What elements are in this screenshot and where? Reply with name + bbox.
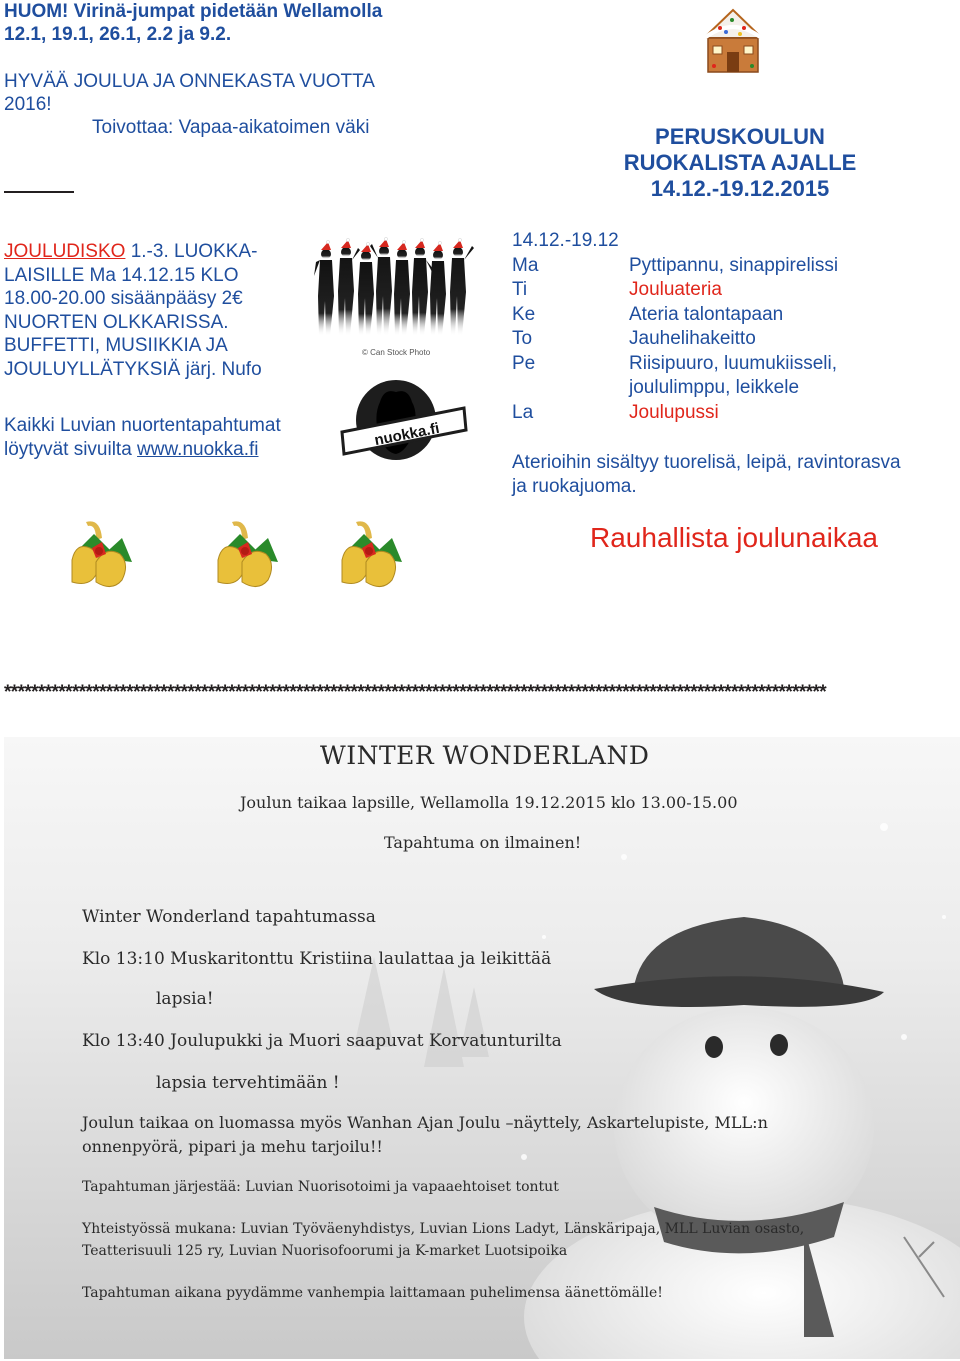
greeting-line1: HYVÄÄ JOULUA JA ONNEKASTA VUOTTA: [4, 71, 375, 92]
menu-row: [512, 376, 800, 401]
menu-row: [512, 254, 839, 279]
disco-line4: NUORTEN OLKKARISSA.: [4, 311, 229, 333]
menu-note-line2: ja ruokajuoma.: [512, 476, 637, 497]
menu-row: [512, 278, 722, 303]
poster-item2: Klo 13:40 Joulupukki ja Muori saapuvat Korvatunturilta: [82, 1031, 562, 1051]
menu-title-line2: RUOKALISTA AJALLE: [623, 150, 857, 175]
disco-line2: LAISILLE Ma 14.12.15 KLO: [4, 264, 239, 286]
nuokka-logo-text: nuokka.fi: [372, 419, 441, 450]
disco-line5: BUFFETTI, MUSIIKKIA JA: [4, 335, 228, 356]
menu-day: To: [512, 328, 533, 349]
dancers-image: [314, 236, 476, 346]
menu-dish: Jouluateria: [629, 279, 722, 300]
poster-heading: Winter Wonderland tapahtumassa: [82, 907, 376, 927]
menu-day: Ti: [512, 279, 528, 300]
greeting-signature: Toivottaa: Vapaa-aikatoimen väki: [92, 117, 370, 138]
gym-notice: [4, 0, 382, 46]
lunch-menu: [512, 229, 839, 425]
christmas-wish: Rauhallista joulunaikaa: [590, 522, 878, 553]
poster-organizer: Tapahtuman järjestää: Luvian Nuorisotoimi ja vapaaehtoiset tontut: [82, 1179, 559, 1195]
season-greeting: [4, 70, 375, 139]
disco-announcement: [4, 240, 304, 381]
disco-line3: 18.00-20.00 sisäänpääsy 2€: [4, 288, 243, 309]
events-line2: löytyvät sivuilta: [4, 439, 138, 460]
poster-phone-notice: Tapahtuman aikana pyydämme vanhempia laittamaan puhelimensa äänettömälle!: [82, 1285, 663, 1301]
disco-link[interactable]: JOULUDISKO: [4, 241, 126, 262]
poster-title: WINTER WONDERLAND: [320, 741, 650, 770]
menu-range: 14.12.-19.12: [512, 230, 619, 251]
menu-day: La: [512, 401, 534, 423]
poster-cooperation-line2: Teatterisuuli 125 ry, Luvian Nuorisofoorumi ja K-market Luotsipoika: [82, 1243, 568, 1259]
gym-notice-line1: HUOM! Virinä-jumpat pidetään Wellamolla: [4, 1, 383, 22]
menu-dish: Pyttipannu, sinappirelissi: [629, 254, 839, 276]
nuokka-logo-graphic: [340, 372, 468, 472]
poster-item2-cont: lapsia tervehtimään !: [156, 1073, 340, 1093]
christmas-bell-icon: [336, 518, 406, 594]
menu-rows: [512, 254, 839, 426]
star-divider: *************************************************************************************************************************: [4, 682, 827, 703]
gingerbread-house-icon: [694, 4, 772, 76]
poster-cooperation-line1: Yhteistyössä mukana: Luvian Työväenyhdistys, Luvian Lions Ladyt, Länskäripaja, MLL Luvian osasto,: [82, 1221, 805, 1237]
gym-notice-line2: 12.1, 19.1, 26.1, 2.2 ja 9.2.: [4, 24, 232, 45]
menu-dish: Riisipuuro, luumukiisseli,: [629, 352, 838, 374]
disco-line6: JOULUYLLÄTYKSIÄ järj. Nufo: [4, 358, 262, 380]
menu-note-line1: Aterioihin sisältyy tuorelisä, leipä, ravintorasva: [512, 452, 901, 473]
poster-item1-cont: lapsia!: [156, 989, 214, 1009]
photo-credit: © Can Stock Photo: [362, 348, 431, 357]
poster-line1: Joulun taikaa lapsille, Wellamolla 19.12.2015 klo 13.00-15.00: [240, 793, 738, 812]
nuokka-link[interactable]: www.nuokka.fi: [137, 439, 259, 460]
poster-joulu-line1: Joulun taikaa on luomassa myös Wanhan Ajan Joulu –näyttely, Askartelupiste, MLL:n: [82, 1113, 768, 1132]
christmas-bell-icon: [66, 518, 136, 594]
poster-item1: Klo 13:10 Muskaritonttu Kristiina laulattaa ja leikittää: [82, 949, 552, 969]
events-line1: Kaikki Luvian nuortentapahtumat: [4, 415, 281, 436]
menu-row: [512, 303, 784, 328]
menu-row: [512, 327, 756, 352]
disco-line1: 1.-3. LUOKKA-: [125, 241, 258, 262]
menu-title: [590, 124, 890, 202]
greeting-line2: 2016!: [4, 94, 52, 115]
menu-dish: Jauhelihakeitto: [629, 328, 756, 349]
menu-row: [512, 352, 838, 377]
menu-row: [512, 401, 719, 426]
menu-title-line3: 14.12.-19.12.2015: [650, 176, 830, 201]
christmas-bell-icon: [212, 518, 282, 594]
events-info: [4, 414, 324, 462]
poster-line2: Tapahtuma on ilmainen!: [384, 833, 582, 852]
menu-dish: joululimppu, leikkele: [629, 377, 800, 398]
menu-dish: Joulupussi: [629, 401, 719, 423]
nuokka-logo: [340, 372, 468, 472]
menu-note: [512, 451, 960, 499]
poster-joulu-line2: onnenpyörä, pipari ja mehu tarjoilu!!: [82, 1137, 383, 1156]
menu-title-line1: PERUSKOULUN: [655, 124, 825, 149]
menu-dish: Ateria talontapaan: [629, 303, 784, 325]
menu-day: Ma: [512, 254, 539, 276]
menu-day: Pe: [512, 352, 536, 374]
winter-wonderland-poster: [4, 737, 960, 1359]
short-divider: [4, 191, 74, 193]
menu-day: Ke: [512, 303, 536, 325]
